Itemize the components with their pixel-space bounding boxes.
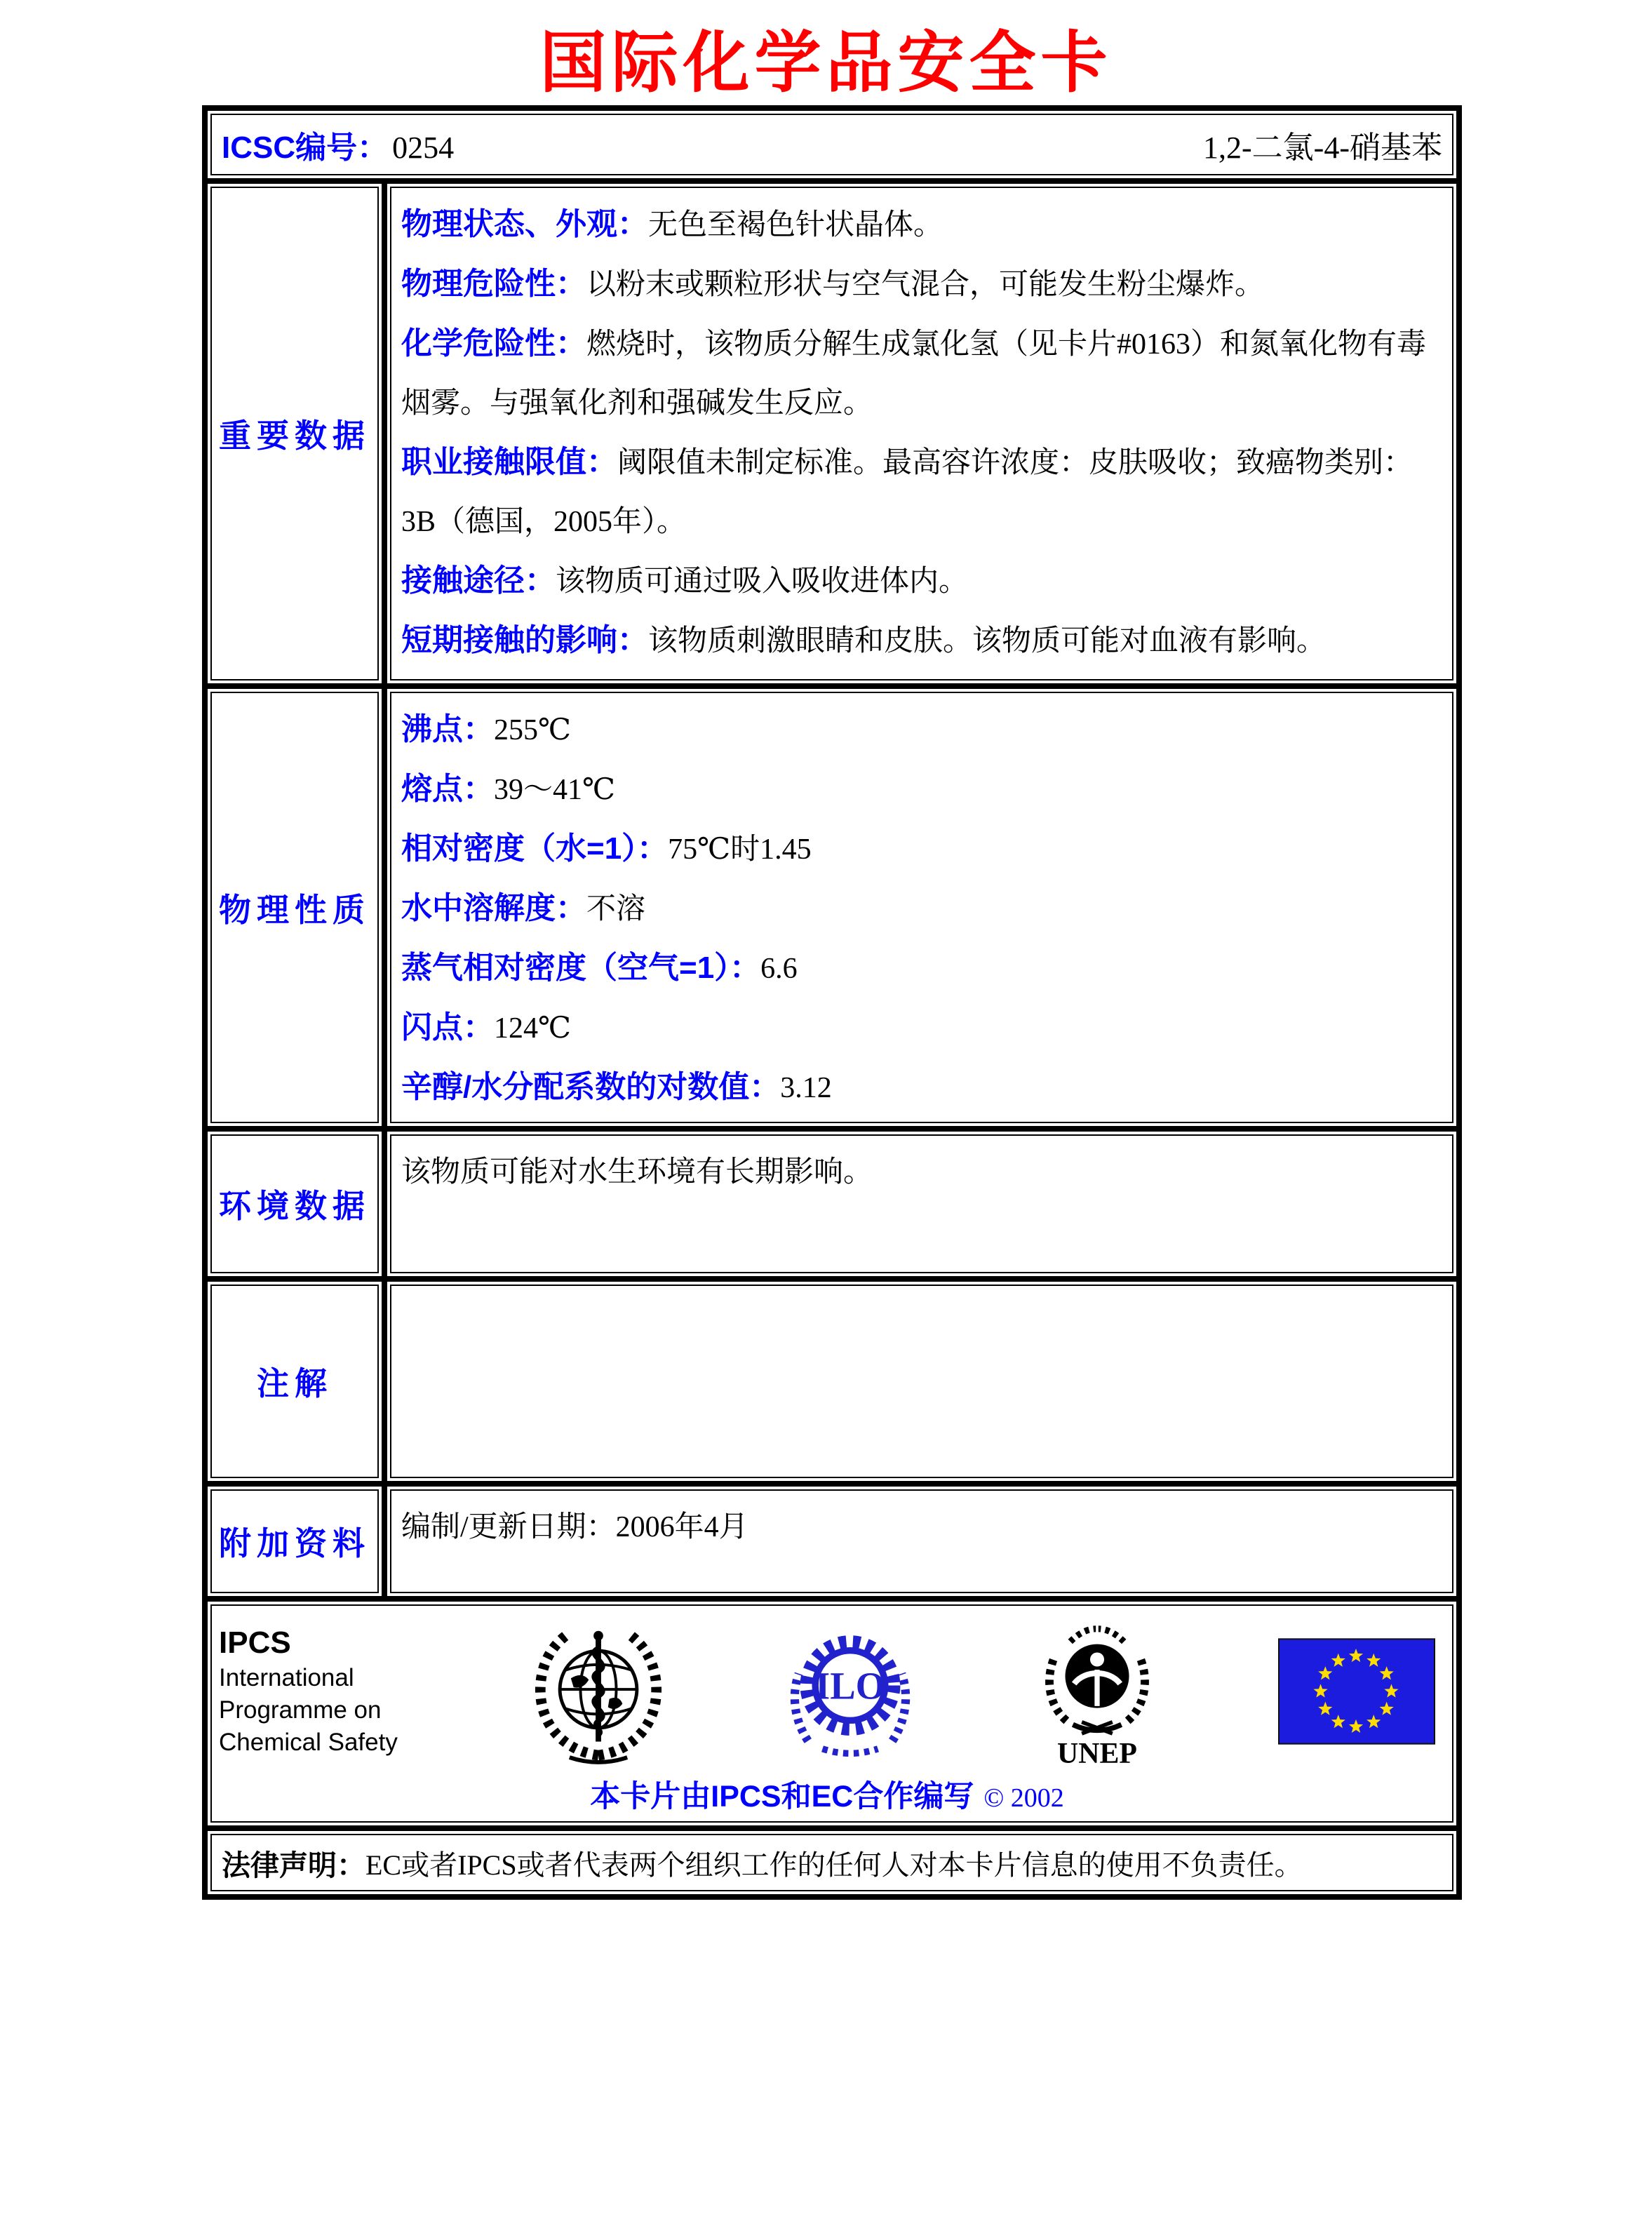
additional-info-row bbox=[208, 1487, 1456, 1596]
field-label: 相对密度（水=1）： bbox=[401, 831, 669, 866]
legal-row bbox=[208, 1831, 1456, 1894]
field-value: 75℃时1.45 bbox=[668, 833, 812, 866]
physical-property-item bbox=[401, 819, 1439, 879]
section-label-notes: 注解 bbox=[257, 1365, 333, 1402]
physical-properties-content bbox=[390, 692, 1453, 1123]
important-data-row bbox=[208, 184, 1456, 683]
logos-row bbox=[208, 1602, 1456, 1825]
field-value: 以粉末或颗粒形状与空气混合，可能发生粉尘爆炸。 bbox=[586, 269, 1265, 301]
environment-data-row bbox=[208, 1132, 1456, 1276]
important-data-label-cell bbox=[208, 184, 382, 683]
notes-label-cell bbox=[208, 1282, 382, 1481]
icsc-number-group bbox=[222, 122, 454, 167]
icsc-card bbox=[202, 105, 1462, 1900]
legal-text: EC或者IPCS或者代表两个组织工作的任何人对本卡片信息的使用不负责任。 bbox=[365, 1849, 1303, 1881]
field-value: 燃烧时，该物质分解生成氯化氢（见卡片#0163）和氮氧化物有毒烟雾。与强氧化剂和强碱发生反应。 bbox=[401, 328, 1427, 420]
field-label: 闪点： bbox=[401, 1010, 494, 1045]
unep-wordmark: UNEP bbox=[1057, 1737, 1137, 1770]
field-value: 该物质可能对水生环境有长期影响。 bbox=[401, 1156, 873, 1188]
notes-content-cell bbox=[387, 1282, 1456, 1481]
environment-data-label-cell bbox=[208, 1132, 382, 1276]
physical-properties-label-cell bbox=[208, 689, 382, 1126]
field-value: 不溶 bbox=[586, 893, 646, 925]
section-label-physical-properties: 物理性质 bbox=[219, 891, 370, 928]
important-data-item bbox=[401, 314, 1439, 433]
environment-data-content-cell bbox=[387, 1132, 1456, 1276]
field-value: 阈限值未制定标准。最高容许浓度：皮肤吸收；致癌物类别：3B（德国，2005年）。 bbox=[401, 447, 1413, 538]
footer-copyright: © 2002 bbox=[983, 1783, 1064, 1813]
section-label-additional-info: 附加资料 bbox=[219, 1525, 370, 1562]
ilo-logo-icon bbox=[784, 1618, 916, 1764]
section-label-important-data: 重要数据 bbox=[219, 417, 370, 454]
environment-data-text bbox=[401, 1143, 1439, 1202]
additional-info-content bbox=[390, 1489, 1453, 1593]
ilo-letters: ILO bbox=[815, 1664, 885, 1708]
legal-cell-inner bbox=[210, 1834, 1453, 1891]
section-label-environment-data: 环境数据 bbox=[219, 1188, 370, 1224]
field-label: 职业接触限值： bbox=[401, 445, 617, 479]
field-label: 水中溶解度： bbox=[401, 891, 586, 925]
ipcs-line: Programme on bbox=[219, 1696, 382, 1724]
important-data-item bbox=[401, 255, 1439, 314]
physical-property-item bbox=[401, 879, 1439, 939]
physical-property-item bbox=[401, 700, 1439, 760]
who-logo-icon bbox=[530, 1618, 667, 1764]
ipcs-line: International bbox=[219, 1664, 354, 1691]
physical-property-item bbox=[401, 998, 1439, 1058]
logos-cell bbox=[208, 1602, 1456, 1825]
field-value: 6.6 bbox=[760, 953, 798, 985]
physical-property-item bbox=[401, 939, 1439, 998]
field-value: 2006年4月 bbox=[615, 1511, 748, 1543]
important-data-label-inner bbox=[210, 187, 379, 680]
important-data-item bbox=[401, 611, 1439, 671]
icsc-number-value: 0254 bbox=[392, 130, 455, 165]
environment-data-content bbox=[390, 1134, 1453, 1273]
additional-info-label-inner bbox=[210, 1489, 379, 1593]
field-label: 短期接触的影响： bbox=[401, 623, 648, 657]
physical-properties-row bbox=[208, 689, 1456, 1126]
field-value: 3.12 bbox=[780, 1072, 832, 1104]
chemical-name: 1,2-二氯-4-硝基苯 bbox=[1203, 130, 1442, 165]
physical-properties-label-inner bbox=[210, 692, 379, 1123]
physical-properties-content-cell bbox=[387, 689, 1456, 1126]
field-value: 该物质可通过吸入吸收进体内。 bbox=[556, 565, 969, 598]
footer-caption bbox=[219, 1773, 1435, 1816]
unep-logo-icon bbox=[1033, 1613, 1161, 1770]
field-value: 124℃ bbox=[494, 1012, 571, 1045]
eu-flag-icon bbox=[1278, 1638, 1435, 1745]
physical-property-item bbox=[401, 1058, 1439, 1118]
field-label: 编制/更新日期： bbox=[401, 1511, 616, 1543]
header-cell-inner bbox=[210, 114, 1453, 175]
footer-caption-text: 本卡片由IPCS和EC合作编写 bbox=[590, 1780, 974, 1813]
field-value: 255℃ bbox=[494, 714, 571, 746]
important-data-content-cell bbox=[387, 184, 1456, 683]
field-value: 该物质刺激眼睛和皮肤。该物质可能对血液有影响。 bbox=[648, 625, 1327, 657]
field-label: 蒸气相对密度（空气=1）： bbox=[401, 951, 761, 985]
physical-property-item bbox=[401, 760, 1439, 819]
field-label: 辛醇/水分配系数的对数值： bbox=[401, 1070, 781, 1104]
field-label: 接触途径： bbox=[401, 563, 556, 598]
important-data-content bbox=[390, 187, 1453, 680]
field-value: 39～41℃ bbox=[494, 774, 615, 806]
field-label: 物理危险性： bbox=[401, 267, 586, 301]
notes-label-inner bbox=[210, 1285, 379, 1478]
additional-info-content-cell bbox=[387, 1487, 1456, 1596]
additional-info-item bbox=[401, 1498, 1439, 1557]
ipcs-line: Chemical Safety bbox=[219, 1729, 398, 1756]
important-data-item bbox=[401, 551, 1439, 611]
important-data-item bbox=[401, 433, 1439, 551]
field-label: 化学危险性： bbox=[401, 326, 586, 361]
legal-cell bbox=[208, 1831, 1456, 1894]
notes-row bbox=[208, 1282, 1456, 1481]
icsc-number-label: ICSC编号： bbox=[222, 130, 389, 165]
field-label: 物理状态、外观： bbox=[401, 207, 648, 241]
notes-content bbox=[390, 1285, 1453, 1478]
field-value: 无色至褐色针状晶体。 bbox=[648, 209, 943, 241]
logos-strip bbox=[219, 1613, 1435, 1770]
ipcs-title: IPCS bbox=[219, 1625, 291, 1660]
field-label: 熔点： bbox=[401, 772, 494, 806]
legal-label: 法律声明： bbox=[222, 1849, 365, 1882]
field-label: 沸点： bbox=[401, 712, 494, 746]
ipcs-text-block bbox=[219, 1624, 412, 1759]
header-cell bbox=[208, 111, 1456, 178]
environment-data-label-inner bbox=[210, 1134, 379, 1273]
important-data-item bbox=[401, 195, 1439, 255]
header-row bbox=[208, 111, 1456, 178]
page-title: 国际化学品安全卡 bbox=[539, 26, 1113, 100]
logos-cell-inner bbox=[210, 1604, 1453, 1823]
additional-info-label-cell bbox=[208, 1487, 382, 1596]
